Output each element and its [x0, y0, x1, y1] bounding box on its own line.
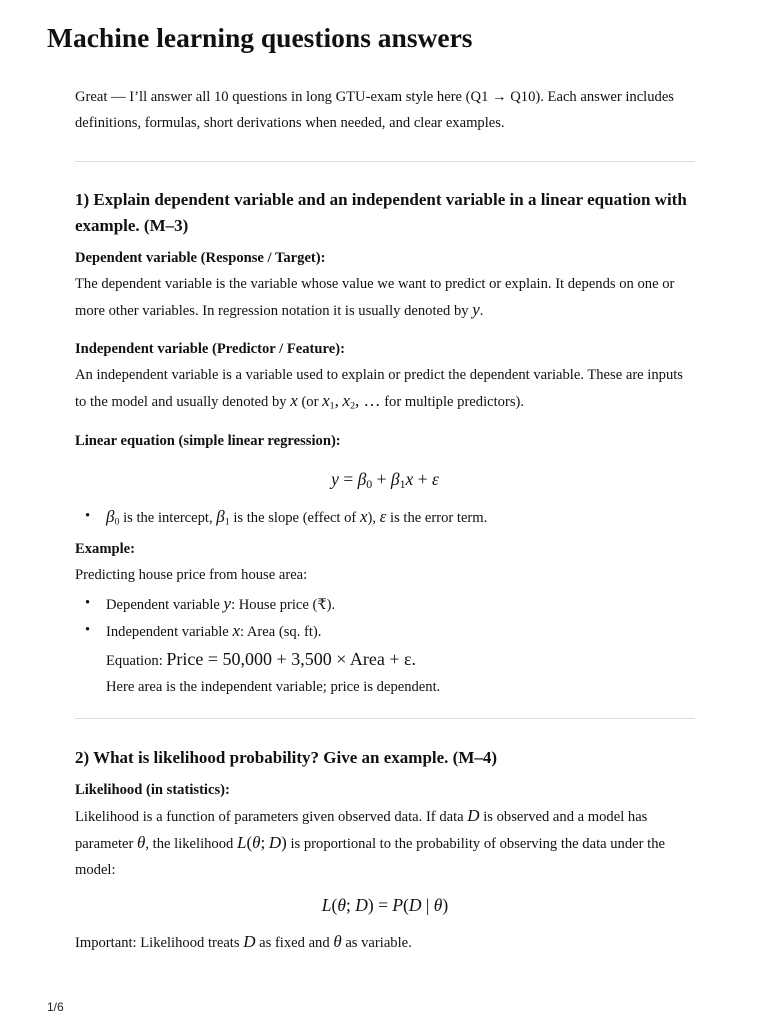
divider — [75, 718, 695, 719]
example-section — [75, 536, 695, 588]
coefficient-bullets — [75, 504, 695, 531]
page-number: 1/6 — [47, 1000, 64, 1014]
question-1-heading: 1) Explain dependent variable and an independent variable in a linear equation with example. (M–3) — [75, 190, 687, 235]
example-intro: Predicting house price from house area: — [75, 567, 308, 583]
linear-equation-formula: $y = \beta_0 + \beta_1x + \varepsilon$ — [331, 469, 439, 491]
likelihood-formula: L(θ; D) = P(D | θ) — [321, 895, 449, 915]
example-list — [75, 591, 695, 700]
likelihood-section — [75, 777, 695, 883]
example-label: Example: — [75, 541, 135, 557]
linear-equation-section — [75, 428, 695, 454]
independent-variable-label: Independent variable (Predictor / Feature): — [75, 341, 345, 357]
list-item: • $\beta_0$ is the intercept, $\beta_1$ is the slope (effect of x), ε is the error term. — [85, 507, 488, 528]
dependent-variable-text: The dependent variable is the variable whose value we want to predict or explain. It depends on one or more other variables. In regression notation it is usually denoted by y. — [75, 276, 675, 319]
independent-variable-text: An independent variable is a variable used to explain or predict the dependent variable. These are inputs to the model and usually denoted by x (or $x_1$, $x_2$, … for multiple predictors). — [75, 367, 683, 412]
example-equation: Equation: Price = 50,000 + 3,500 × Area + ε. — [106, 649, 417, 669]
list-item: • Independent variable x: Area (sq. ft). — [85, 621, 322, 640]
dependent-variable-label: Dependent variable (Response / Target): — [75, 250, 326, 266]
example-note: Here area is the independent variable; price is dependent. — [106, 679, 441, 695]
divider — [75, 161, 695, 162]
likelihood-label: Likelihood (in statistics): — [75, 782, 230, 798]
linear-equation-label: Linear equation (simple linear regression): — [75, 433, 341, 449]
page-title: Machine learning questions answers — [47, 22, 473, 53]
intro-paragraph: Great — I’ll answer all 10 questions in long GTU-exam style here (Q1 → Q10). Each answer includes definitions, formulas, short derivations when needed, and clear examples. — [75, 89, 674, 131]
likelihood-note: Important: Likelihood treats D as fixed and θ as variable. — [75, 932, 412, 951]
question-2-heading: 2) What is likelihood probability? Give an example. (M–4) — [75, 748, 498, 767]
likelihood-text: Likelihood is a function of parameters given observed data. If data D is observed and a model has parameter θ, the likelihood L(θ; D) is proportional to the probability of observing the data under the model: — [75, 806, 665, 878]
dependent-variable-section — [75, 245, 695, 324]
independent-variable-section — [75, 336, 695, 415]
list-item: • Dependent variable y: House price (₹). — [85, 594, 336, 613]
